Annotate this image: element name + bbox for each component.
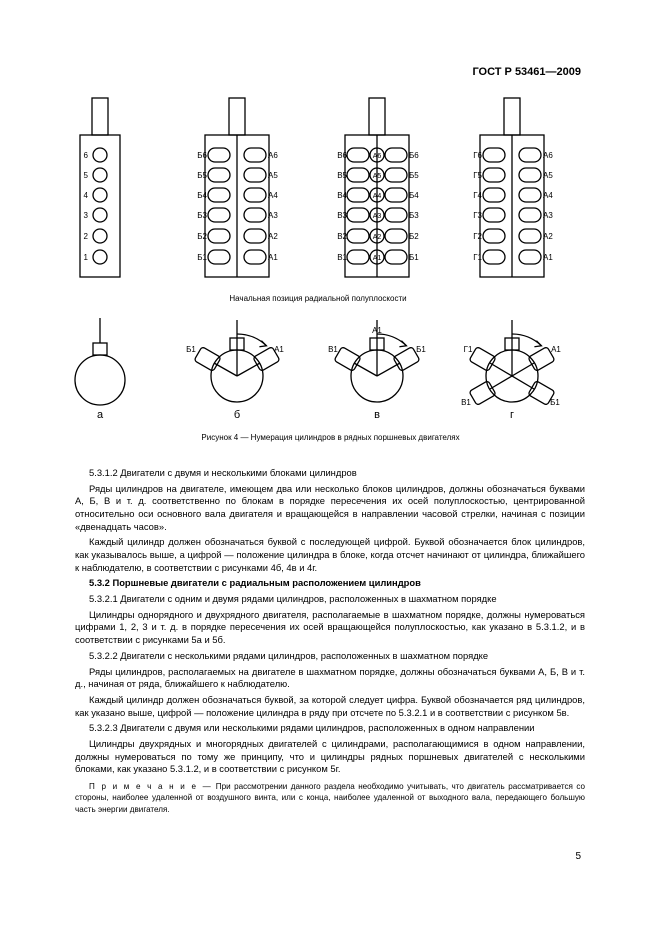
figure-label: Г1: [463, 345, 473, 354]
shaft: [92, 98, 108, 135]
figure-label: Б1: [197, 253, 207, 262]
figure-label: А1: [372, 255, 382, 262]
figure-label: Б2: [409, 232, 419, 241]
figure-label: Г4: [473, 191, 482, 200]
figure-label: 5: [83, 171, 88, 180]
figure-label: Б1: [409, 253, 419, 262]
body-text: [75, 467, 585, 815]
figure-label: А4: [268, 191, 278, 200]
cylinder: [93, 208, 107, 222]
cylinder: [483, 208, 505, 222]
figure-label: А2: [543, 232, 553, 241]
figure-label: А3: [268, 211, 278, 220]
cylinder: [519, 188, 541, 202]
cylinder: [385, 250, 407, 264]
figure-label: 2: [83, 232, 88, 241]
figure-label: А1: [372, 326, 382, 335]
figure-label: Г3: [473, 211, 482, 220]
top-stub: [93, 343, 107, 355]
figure-label: Б5: [409, 171, 419, 180]
figure-label: А6: [372, 153, 382, 160]
figure-letter-v: в: [374, 409, 380, 421]
figure-label: А3: [372, 213, 382, 220]
figure-label: 6: [83, 151, 88, 160]
figure-label: А2: [372, 234, 382, 241]
paragraph: Ряды цилиндров на двигателе, имеющем два или несколько блоков цилиндров, должны обозначаться буквами А, Б, В и т. д. соответственно по блокам в порядке пересечения их осей полуплоскостью, центрированной относительно оси основного вала двигателя и вращающейся в направлении часовой стрелки, начиная с позиции «двенадцать часов».: [75, 482, 585, 532]
figure-label: В1: [461, 398, 471, 407]
figure-label: В1: [337, 253, 347, 262]
figure-letter-g: г: [509, 409, 515, 421]
figure-label: А4: [372, 193, 382, 200]
axis-line: [377, 363, 400, 376]
cylinder: [385, 229, 407, 243]
cylinder: [483, 229, 505, 243]
cylinder: [347, 229, 369, 243]
figure-label: Г1: [473, 253, 482, 262]
figure-label: А3: [543, 211, 553, 220]
cylinder: [519, 208, 541, 222]
cylinder: [208, 229, 230, 243]
figure-label: А5: [268, 171, 278, 180]
cylinder: [244, 168, 266, 182]
figure-label: В2: [337, 232, 347, 241]
rotation-arrow: [512, 334, 541, 346]
note-label: П р и м е ч а н и е —: [89, 781, 213, 791]
cylinder: [244, 148, 266, 162]
cylinder: [347, 208, 369, 222]
page-number: 5: [575, 851, 581, 862]
figure-label: Б2: [197, 232, 207, 241]
rotation-arrow: [377, 334, 406, 346]
cylinder: [519, 148, 541, 162]
paragraph: Цилиндры однорядного и двухрядного двигателя, располагаемые в шахматном порядке, должны нумероваться цифрами 1, 2, 3 и т. д. в порядке пересечения их осей вращающейся полуплоскостью, как указано в 5.3.1.2, и в соответствии с рисунками 5а и 5б.: [75, 608, 585, 646]
cylinder: [347, 168, 369, 182]
figure-label: В5: [337, 171, 347, 180]
paragraph: Ряды цилиндров, располагаемых на двигателе в шахматном порядке, должны обозначаться буквами А, Б, В и т. д., начиная от ряда, ближайшего к наблюдателю.: [75, 665, 585, 690]
figure-label: Г5: [473, 171, 482, 180]
cylinder: [93, 148, 107, 162]
cylinder: [519, 250, 541, 264]
figure-label: Б3: [197, 211, 207, 220]
cylinder: [208, 168, 230, 182]
axis-line: [354, 363, 377, 376]
figure-label: В3: [337, 211, 347, 220]
figure-label: В4: [337, 191, 347, 200]
figure-label: А6: [268, 151, 278, 160]
cylinder: [208, 148, 230, 162]
figure-label: А4: [543, 191, 553, 200]
figure-label: 3: [83, 211, 88, 220]
document-code: ГОСТ Р 53461—2009: [472, 66, 581, 78]
axis-line: [237, 363, 260, 376]
radial-plane-label: Начальная позиция радиальной полуплоскости: [229, 294, 407, 303]
cylinder: [347, 188, 369, 202]
cylinder: [93, 188, 107, 202]
figure-label: А1: [268, 253, 278, 262]
figure-caption: Рисунок 4 — Нумерация цилиндров в рядных поршневых двигателях: [201, 433, 460, 442]
cylinder: [519, 168, 541, 182]
cylinder: [93, 229, 107, 243]
paragraph: Каждый цилиндр должен обозначаться буквой с последующей цифрой. Буквой обозначается блок цилиндров, как указывалось выше, а цифрой — положение цилиндра в блоке, когда отсчет начинают от цилиндра, ближайшего к наблюдателю, в соответствии с рисунками 4б, 4в и 4г.: [75, 536, 585, 573]
cylinder: [483, 148, 505, 162]
paragraph: Цилиндры двухрядных и многорядных двигателей с цилиндрами, располагающимися в одном направлении, должны нумероваться по тому же принципу, что и цилиндры рядных поршневых двигателей с несколькими блоками, как указано 5.3.1.2, и в соответствии с рисунком 5г.: [75, 738, 585, 775]
cylinder: [208, 188, 230, 202]
shaft: [504, 98, 520, 135]
figure-4: [0, 0, 661, 430]
note-text: При рассмотрении данного раздела необходимо учитывать, что двигатель рассматривается со стороны, наиболее удаленной от воздушного винта, или с конца, наиболее удаленной от выходного вала, передающего большую часть энергии двигателя.: [75, 781, 585, 814]
figure-label: А6: [543, 151, 553, 160]
cylinder: [385, 148, 407, 162]
rotation-arrow: [237, 334, 266, 346]
figure-label: Б5: [197, 171, 207, 180]
paragraph-5-3-2-1-heading: 5.3.2.1 Двигатели с одним и двумя рядами цилиндров, расположенных в шахматном порядке: [89, 593, 497, 605]
figure-label: Г2: [473, 232, 482, 241]
paragraph-5-3-1-2-heading: 5.3.1.2 Двигатели с двумя и несколькими блоками цилиндров: [89, 467, 357, 478]
paragraph: 5.3.2.3 Двигатели с двумя или несколькими рядами цилиндров, расположенных в одном направлении: [89, 722, 535, 734]
cylinder: [385, 188, 407, 202]
figure-label: Б3: [409, 211, 419, 220]
figure-label: 4: [83, 191, 88, 200]
cylinder: [244, 208, 266, 222]
cylinder: [208, 250, 230, 264]
figure-letter-b: б: [233, 409, 241, 421]
figure-label: 1: [83, 253, 88, 262]
axis-line: [214, 363, 237, 376]
figure-label: А1: [274, 345, 284, 354]
figure-label: А5: [543, 171, 553, 180]
paragraph: Каждый цилиндр должен обозначаться буквой, за которой следует цифра. Буквой обозначается ряд цилиндров, как указано выше, цифрой — положение цилиндра в ряду при отсчете по 5.3.2.1 и в соответствии с рисунком 5в.: [75, 694, 585, 718]
figure-label: В6: [337, 151, 347, 160]
shaft: [229, 98, 245, 135]
section-5-3-2-heading: 5.3.2 Поршневые двигатели с радиальным расположением цилиндров: [89, 577, 421, 589]
figure-label: Б4: [409, 191, 419, 200]
paragraph-5-3-2-2-heading: 5.3.2.2 Двигатели с несколькими рядами цилиндров, расположенных в шахматном порядке: [89, 649, 489, 661]
shaft: [369, 98, 385, 135]
figure-label: Б1: [550, 398, 560, 407]
figure-label: В1: [328, 345, 338, 354]
cylinder: [244, 188, 266, 202]
cylinder: [347, 250, 369, 264]
figure-letter-a: а: [96, 409, 104, 421]
figure-label: А5: [372, 173, 382, 180]
cylinder: [385, 168, 407, 182]
note: [75, 781, 585, 816]
cylinder: [93, 168, 107, 182]
cylinder: [93, 250, 107, 264]
cylinder: [244, 229, 266, 243]
cylinder: [208, 208, 230, 222]
figure-label: Б6: [409, 151, 419, 160]
figure-label: А1: [551, 345, 561, 354]
crankcase-circle: [75, 355, 125, 405]
cylinder: [244, 250, 266, 264]
figure-label: А2: [268, 232, 278, 241]
cylinder: [385, 208, 407, 222]
figure-label: Б4: [197, 191, 207, 200]
figure-label: Г6: [473, 151, 482, 160]
figure-label: А1: [543, 253, 553, 262]
cylinder: [483, 188, 505, 202]
cylinder: [347, 148, 369, 162]
figure-label: Б6: [197, 151, 207, 160]
cylinder: [519, 229, 541, 243]
cylinder: [483, 168, 505, 182]
cylinder: [483, 250, 505, 264]
figure-label: Б1: [416, 345, 426, 354]
figure-label: Б1: [186, 345, 196, 354]
